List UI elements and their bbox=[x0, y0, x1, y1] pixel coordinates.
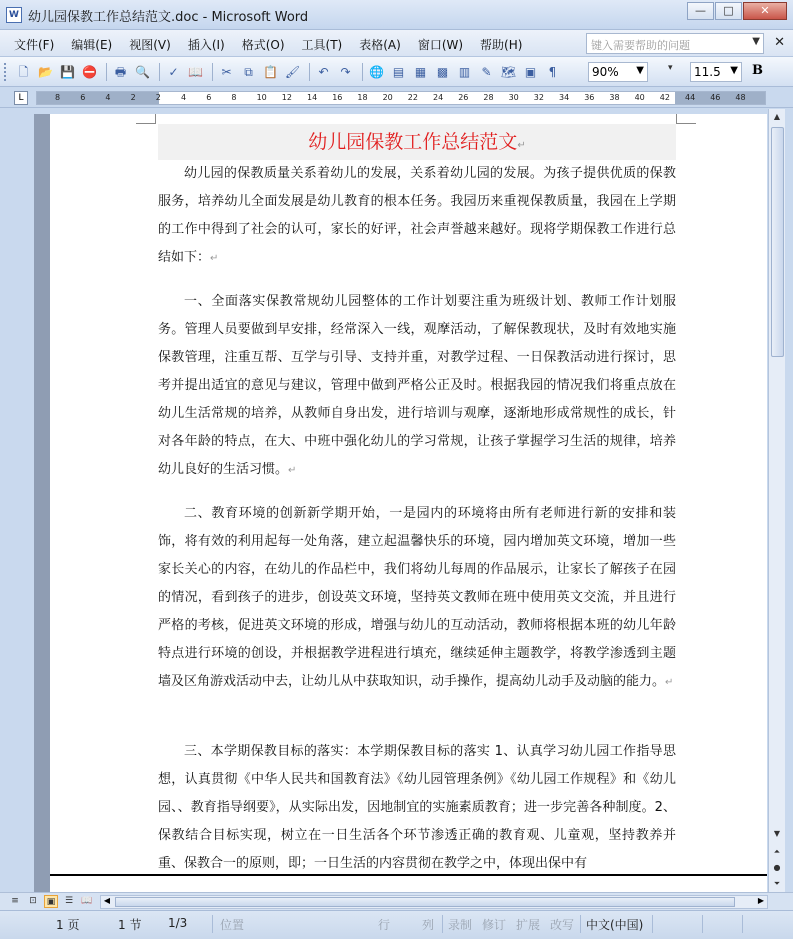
left-gutter bbox=[0, 109, 36, 892]
menu-item[interactable]: 帮助(H) bbox=[480, 38, 523, 52]
close-document-button[interactable]: ✕ bbox=[774, 35, 785, 50]
paragraph-section-1[interactable] bbox=[158, 288, 676, 485]
scroll-up-icon[interactable]: ▲ bbox=[773, 112, 781, 121]
copy-icon[interactable]: ⧉ bbox=[244, 65, 253, 79]
vertical-scroll-thumb[interactable] bbox=[771, 127, 784, 357]
chevron-down-icon[interactable]: ▼ bbox=[636, 65, 644, 76]
drawing-icon[interactable]: ✎ bbox=[481, 65, 492, 79]
menu-item[interactable]: 编辑(E) bbox=[71, 38, 113, 52]
ruler-tick-label: 6 bbox=[80, 93, 86, 102]
status-separator bbox=[212, 915, 213, 933]
toolbar-separator bbox=[159, 63, 160, 81]
horizontal-scrollbar[interactable] bbox=[100, 895, 768, 909]
paragraph-text: 三、本学期保教目标的落实：本学期保教目标的落实 1、认真学习幼儿园工作指导思想，认真贯彻《中华人民共和国教育法》《幼儿园管理条例》《幼儿园工作规程》和《幼儿园、、教育指导纲要》，从实际出发，因地制宜的实施素质教育；进一步完善各种制度。2、保教结合目标实现，树立在一日生活各个环节渗透正确的教育观、儿童观，坚持教养并重、保教合一的原则，即；一日生活的内容贯彻在教学之中，体现出保中有 bbox=[158, 744, 676, 871]
status-record[interactable]: 录制 bbox=[448, 918, 473, 932]
insert-table-icon[interactable]: ▦ bbox=[414, 65, 427, 79]
menu-item[interactable]: 格式(O) bbox=[241, 38, 285, 52]
toolbar-separator bbox=[212, 63, 213, 81]
ruler-tick-label: 30 bbox=[508, 93, 519, 102]
paragraph-mark: ↵ bbox=[517, 140, 526, 151]
ruler-tick-label: 12 bbox=[281, 93, 292, 102]
status-extend[interactable]: 扩展 bbox=[516, 918, 541, 932]
undo-icon[interactable]: ↶ bbox=[318, 65, 329, 79]
font-size-select[interactable] bbox=[690, 62, 742, 82]
paragraph-mark: ↵ bbox=[288, 465, 297, 476]
crop-mark bbox=[136, 114, 156, 124]
permission-icon[interactable]: ⛔ bbox=[82, 65, 97, 79]
font-size-value: 11.5 bbox=[694, 65, 721, 79]
close-button[interactable]: ✕ bbox=[743, 2, 787, 20]
window-title: 幼儿园保教工作总结范文.doc - Microsoft Word bbox=[28, 10, 309, 25]
paragraph-section-2[interactable] bbox=[158, 500, 676, 697]
word-app-icon[interactable]: W bbox=[6, 7, 22, 23]
redo-icon[interactable]: ↷ bbox=[340, 65, 351, 79]
print-layout-icon[interactable]: ▣ bbox=[44, 895, 58, 908]
outline-view-icon[interactable]: ☰ bbox=[64, 896, 74, 906]
menu-item[interactable]: 工具(T) bbox=[301, 38, 343, 52]
status-section: 1 节 bbox=[118, 918, 142, 932]
paragraph-mark: ↵ bbox=[210, 253, 219, 264]
menu-items bbox=[14, 36, 539, 53]
toolbar-separator bbox=[362, 63, 363, 81]
document-page[interactable] bbox=[50, 114, 767, 874]
status-track-changes[interactable]: 修订 bbox=[482, 918, 507, 932]
help-search-placeholder: 键入需要帮助的问题 bbox=[591, 39, 690, 52]
spelling-icon[interactable]: ✓ bbox=[168, 65, 179, 79]
ruler-tick-label: 24 bbox=[433, 93, 444, 102]
ruler-tick-label: 42 bbox=[659, 93, 670, 102]
toolbar-separator bbox=[106, 63, 107, 81]
paragraph-text: 一、全面落实保教常规幼儿园整体的工作计划要注重为班级计划、教师工作计划服务。管理人员要做到早安排，经常深入一线，观摩活动，了解保教现状，及时有效地实施保教管理，注重互帮、互学与引导、支持并重，对教学过程、一日保教活动进行探讨，思考并提出适宜的意见与建议，管理中做到严格公正及时。根据我园的情况我们将重点放在幼儿生活常规的培养，从教师自身出发，进行培训与观摩，逐渐地形成常规性的成长，针对各年龄的特点，在大、中班中强化幼儿的学习常规，让孩子掌握学习生活的规律，培养幼儿良好的生活习惯。 bbox=[158, 294, 676, 477]
ruler-tick-label: 46 bbox=[710, 93, 721, 102]
zoom-select[interactable] bbox=[588, 62, 648, 82]
title-bar bbox=[0, 0, 793, 30]
paragraph-mark: ↵ bbox=[665, 677, 674, 688]
next-page-icon[interactable]: ⏷ bbox=[773, 879, 781, 888]
ruler-tick-label: 28 bbox=[483, 93, 494, 102]
cut-icon[interactable]: ✂ bbox=[221, 65, 232, 79]
horizontal-scroll-thumb[interactable] bbox=[115, 897, 735, 907]
document-area bbox=[0, 109, 768, 892]
paragraph-section-3[interactable] bbox=[158, 738, 676, 878]
format-painter-icon[interactable]: 🖌 bbox=[284, 65, 301, 79]
scroll-left-icon[interactable]: ◀ bbox=[103, 896, 111, 905]
toolbar-options-icon[interactable]: ▾ bbox=[668, 63, 673, 73]
ruler-tick-label: 22 bbox=[407, 93, 418, 102]
new-icon[interactable]: 🗋 bbox=[18, 65, 29, 79]
crop-mark bbox=[676, 114, 696, 124]
toolbar-grip[interactable] bbox=[4, 63, 7, 81]
ruler-tick-label: 44 bbox=[685, 93, 696, 102]
normal-view-icon[interactable]: ≡ bbox=[11, 896, 19, 906]
status-overtype[interactable]: 改写 bbox=[550, 918, 575, 932]
menu-item[interactable]: 窗口(W) bbox=[417, 38, 464, 52]
scroll-down-icon[interactable]: ▼ bbox=[773, 829, 781, 838]
ruler-row bbox=[0, 88, 793, 108]
paragraph-text: 二、教育环境的创新新学期开始，一是园内的环境将由所有老师进行新的安排和装饰，将有效的利用起每一处角落，建立起温馨快乐的环境，园内增加英文环境，增加一些家长关心的内容，在幼儿的作品栏中，我们将幼儿每周的作品展示，让家长了解孩子在园的情况，看到孩子的进步，创设英文环境，坚持英文教师在班中使用英文交流，并且进行严格的考核，促进英文环境的形成，增强与幼儿的互动活动，教师将根据本班的幼儿年龄特点进行环境的创设，并根据教学进程进行填充，继续延伸主题教学，将教学渗透到主题墙及区角游戏活动中去，让幼儿从中获取知识，动手操作，提高幼儿动手及动脑的能力。 bbox=[158, 506, 676, 689]
toolbar-icons bbox=[14, 63, 565, 81]
ruler-tick-label: 2 bbox=[155, 93, 161, 102]
thumbnails-icon[interactable]: ▣ bbox=[524, 65, 537, 79]
toolbar-separator bbox=[309, 63, 310, 81]
menu-item[interactable]: 插入(I) bbox=[187, 38, 225, 52]
ruler-tick-label: 26 bbox=[458, 93, 469, 102]
document-title-text: 幼儿园保教工作总结范文 bbox=[308, 131, 518, 153]
tab-selector[interactable]: L bbox=[14, 91, 28, 105]
ruler-tick-label: 10 bbox=[256, 93, 267, 102]
document-title[interactable] bbox=[158, 124, 676, 160]
document-map-icon[interactable]: 🗺 bbox=[500, 65, 517, 79]
status-position: 位置 bbox=[220, 918, 245, 932]
status-bar bbox=[0, 910, 793, 939]
window-controls bbox=[686, 2, 787, 20]
ruler-tick-label: 14 bbox=[307, 93, 318, 102]
view-bar bbox=[0, 892, 793, 910]
vertical-ruler[interactable] bbox=[34, 114, 50, 892]
vertical-scrollbar[interactable] bbox=[768, 109, 785, 892]
ruler-tick-label: 34 bbox=[559, 93, 570, 102]
previous-page-icon[interactable]: ⏶ bbox=[773, 847, 781, 856]
hyperlink-icon[interactable]: 🌐 bbox=[369, 65, 384, 79]
ruler-tick-label: 4 bbox=[105, 93, 111, 102]
minimize-button[interactable]: — bbox=[687, 2, 714, 20]
columns-icon[interactable]: ▥ bbox=[458, 65, 471, 79]
status-separator bbox=[742, 915, 743, 933]
ruler-tick-label: 32 bbox=[533, 93, 544, 102]
research-icon[interactable]: 📖 bbox=[188, 65, 203, 79]
ruler-tick-label: 48 bbox=[735, 93, 746, 102]
show-hide-icon[interactable]: ¶ bbox=[548, 65, 557, 79]
status-separator bbox=[442, 915, 443, 933]
ruler-tick-label: 38 bbox=[609, 93, 620, 102]
status-page: 1 页 bbox=[56, 918, 80, 932]
print-icon[interactable]: 🖶 bbox=[114, 65, 127, 79]
status-page-of: 1/3 bbox=[168, 916, 188, 930]
paragraph-intro[interactable] bbox=[158, 160, 676, 273]
menu-item[interactable]: 视图(V) bbox=[129, 38, 171, 52]
reading-layout-icon[interactable]: 📖 bbox=[81, 896, 93, 906]
status-separator bbox=[580, 915, 581, 933]
menu-bar bbox=[0, 30, 793, 57]
open-icon[interactable]: 📂 bbox=[38, 65, 53, 79]
next-page bbox=[50, 876, 767, 892]
status-column: 列 bbox=[422, 918, 435, 932]
ruler-tick-label: 20 bbox=[382, 93, 393, 102]
bold-button[interactable]: B bbox=[752, 63, 763, 78]
print-preview-icon[interactable]: 🔍 bbox=[135, 65, 150, 79]
paragraph-text: 幼儿园的保教质量关系着幼儿的发展，关系着幼儿园的发展。为孩子提供优质的保教服务，培养幼儿全面发展是幼儿教育的根本任务。我园历来重视保教质量，我园在上学期的工作中得到了社会的认可，家长的好评，社会声誉越来越好。现将学期保教工作进行总结如下： bbox=[158, 166, 676, 265]
ruler-tick-label: 18 bbox=[357, 93, 368, 102]
tables-borders-icon[interactable]: ▤ bbox=[392, 65, 405, 79]
web-layout-icon[interactable]: ⊡ bbox=[29, 896, 37, 906]
ruler-tick-label: 8 bbox=[55, 93, 61, 102]
insert-excel-icon[interactable]: ▩ bbox=[436, 65, 449, 79]
status-separator bbox=[652, 915, 653, 933]
ruler-tick-label: 8 bbox=[231, 93, 237, 102]
ruler-tick-label: 16 bbox=[332, 93, 343, 102]
ruler-tick-label: 6 bbox=[206, 93, 212, 102]
scroll-right-icon[interactable]: ▶ bbox=[757, 896, 765, 905]
ruler-tick-label: 4 bbox=[181, 93, 187, 102]
save-icon[interactable]: 💾 bbox=[60, 65, 75, 79]
paste-icon[interactable]: 📋 bbox=[263, 65, 278, 79]
ruler-tick-label: 40 bbox=[634, 93, 645, 102]
menu-item[interactable]: 表格(A) bbox=[359, 38, 401, 52]
browse-object-icon[interactable]: ● bbox=[773, 863, 781, 872]
menu-item[interactable]: 文件(F) bbox=[14, 38, 55, 52]
maximize-button[interactable]: □ bbox=[715, 2, 742, 20]
status-line: 行 bbox=[378, 918, 391, 932]
chevron-down-icon[interactable]: ▼ bbox=[752, 36, 760, 47]
status-language: 中文(中国) bbox=[586, 918, 644, 932]
ruler-tick-label: 36 bbox=[584, 93, 595, 102]
ruler-tick-label: 2 bbox=[130, 93, 136, 102]
help-search-input[interactable] bbox=[586, 33, 764, 54]
standard-toolbar bbox=[0, 57, 793, 87]
status-separator bbox=[702, 915, 703, 933]
zoom-value: 90% bbox=[592, 65, 619, 79]
view-buttons bbox=[8, 895, 98, 908]
horizontal-ruler[interactable] bbox=[36, 91, 766, 105]
chevron-down-icon[interactable]: ▼ bbox=[730, 65, 738, 76]
